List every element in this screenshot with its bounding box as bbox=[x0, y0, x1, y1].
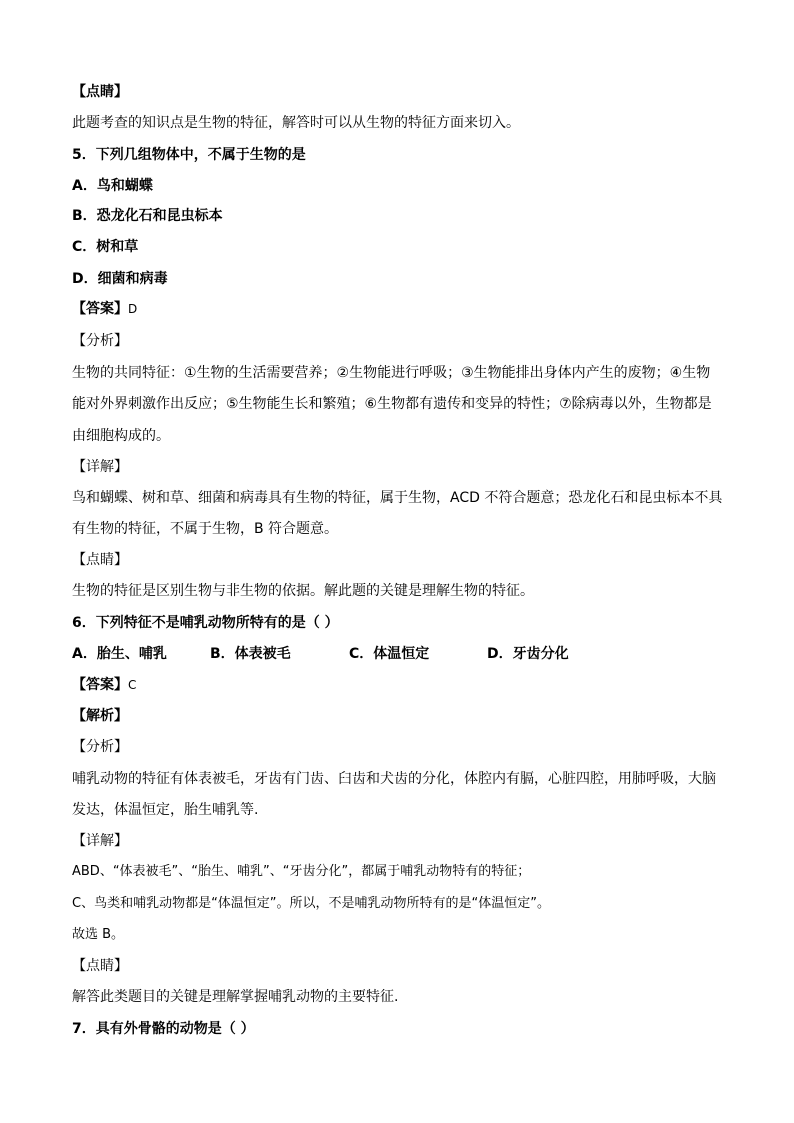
q6-fenxi-line-1: 哺乳动物的特征有体表被毛，牙齿有门齿、臼齿和犬齿的分化，体腔内有膈，心脏四腔，用肺呼吸，大脑 bbox=[72, 771, 716, 787]
q6-xiangjie-line-2: C、鸟类和哺乳动物都是“体温恒定”。所以，不是哺乳动物所特有的是“体温恒定”。 bbox=[72, 896, 551, 911]
q6-fenxi-label: 【分析】 bbox=[72, 739, 128, 755]
q6-option-b: B．体表被毛 bbox=[210, 646, 291, 662]
q6-fenxi-line-2: 发达，体温恒定，胎生哺乳等. bbox=[72, 802, 259, 818]
q5-option-d: D．细菌和病毒 bbox=[72, 271, 168, 287]
q6-xiangjie-line-3: 故选 B。 bbox=[72, 927, 125, 942]
q5-fenxi-line-2: 能对外界刺激作出反应；⑤生物能生长和繁殖；⑥生物都有遗传和变异的特性；⑦除病毒以外，生物都是 bbox=[72, 396, 712, 412]
q5-fenxi-label: 【分析】 bbox=[72, 333, 128, 349]
q4-dianjing-label: 【点睛】 bbox=[72, 84, 128, 100]
q5-xiangjie-line-1: 鸟和蝴蝶、树和草、细菌和病毒具有生物的特征，属于生物，ACD 不符合题意；恐龙化石和昆虫标本不具 bbox=[72, 490, 723, 506]
q6-stem: 6．下列特征不是哺乳动物所特有的是（ ） bbox=[72, 615, 339, 631]
q6-dianjing-label: 【点睛】 bbox=[72, 958, 128, 974]
q6-xiangjie-label: 【详解】 bbox=[72, 833, 128, 849]
q5-option-a: A．鸟和蝴蝶 bbox=[72, 178, 153, 194]
q4-dianjing-text: 此题考查的知识点是生物的特征，解答时可以从生物的特征方面来切入。 bbox=[72, 115, 520, 131]
q5-stem: 5．下列几组物体中，不属于生物的是 bbox=[72, 147, 306, 163]
q6-answer bbox=[72, 676, 136, 694]
q5-option-c: C．树和草 bbox=[72, 239, 139, 255]
q6-answer-label: 【答案】 bbox=[72, 677, 128, 693]
q6-jiexi-label: 【解析】 bbox=[72, 708, 128, 724]
q6-option-d: D．牙齿分化 bbox=[487, 646, 569, 662]
q6-xiangjie-line-1: ABD、“体表被毛”、“胎生、哺乳”、“牙齿分化”，都属于哺乳动物特有的特征； bbox=[72, 864, 531, 879]
q5-fenxi-line-1: 生物的共同特征：①生物的生活需要营养；②生物能进行呼吸；③生物能排出身体内产生的废物；④生物 bbox=[72, 365, 711, 381]
q5-xiangjie-label: 【详解】 bbox=[72, 459, 128, 475]
q5-answer-label: 【答案】 bbox=[72, 301, 128, 317]
q5-xiangjie-line-2: 有生物的特征，不属于生物，B 符合题意。 bbox=[72, 521, 339, 537]
q7-stem: 7．具有外骨骼的动物是（ ） bbox=[72, 1021, 255, 1037]
q5-dianjing-label: 【点睛】 bbox=[72, 552, 128, 568]
q5-option-b: B．恐龙化石和昆虫标本 bbox=[72, 208, 223, 224]
q6-dianjing-text: 解答此类题目的关键是理解掌握哺乳动物的主要特征. bbox=[72, 989, 399, 1005]
q5-dianjing-text: 生物的特征是区别生物与非生物的依据。解此题的关键是理解生物的特征。 bbox=[72, 583, 534, 599]
q6-answer-value: C bbox=[128, 678, 137, 692]
q5-answer bbox=[72, 300, 137, 318]
q6-option-a: A．胎生、哺乳 bbox=[72, 646, 167, 662]
q5-answer-value: D bbox=[128, 302, 138, 316]
q6-option-c: C．体温恒定 bbox=[349, 646, 430, 662]
q5-fenxi-line-3: 由细胞构成的。 bbox=[72, 428, 170, 444]
